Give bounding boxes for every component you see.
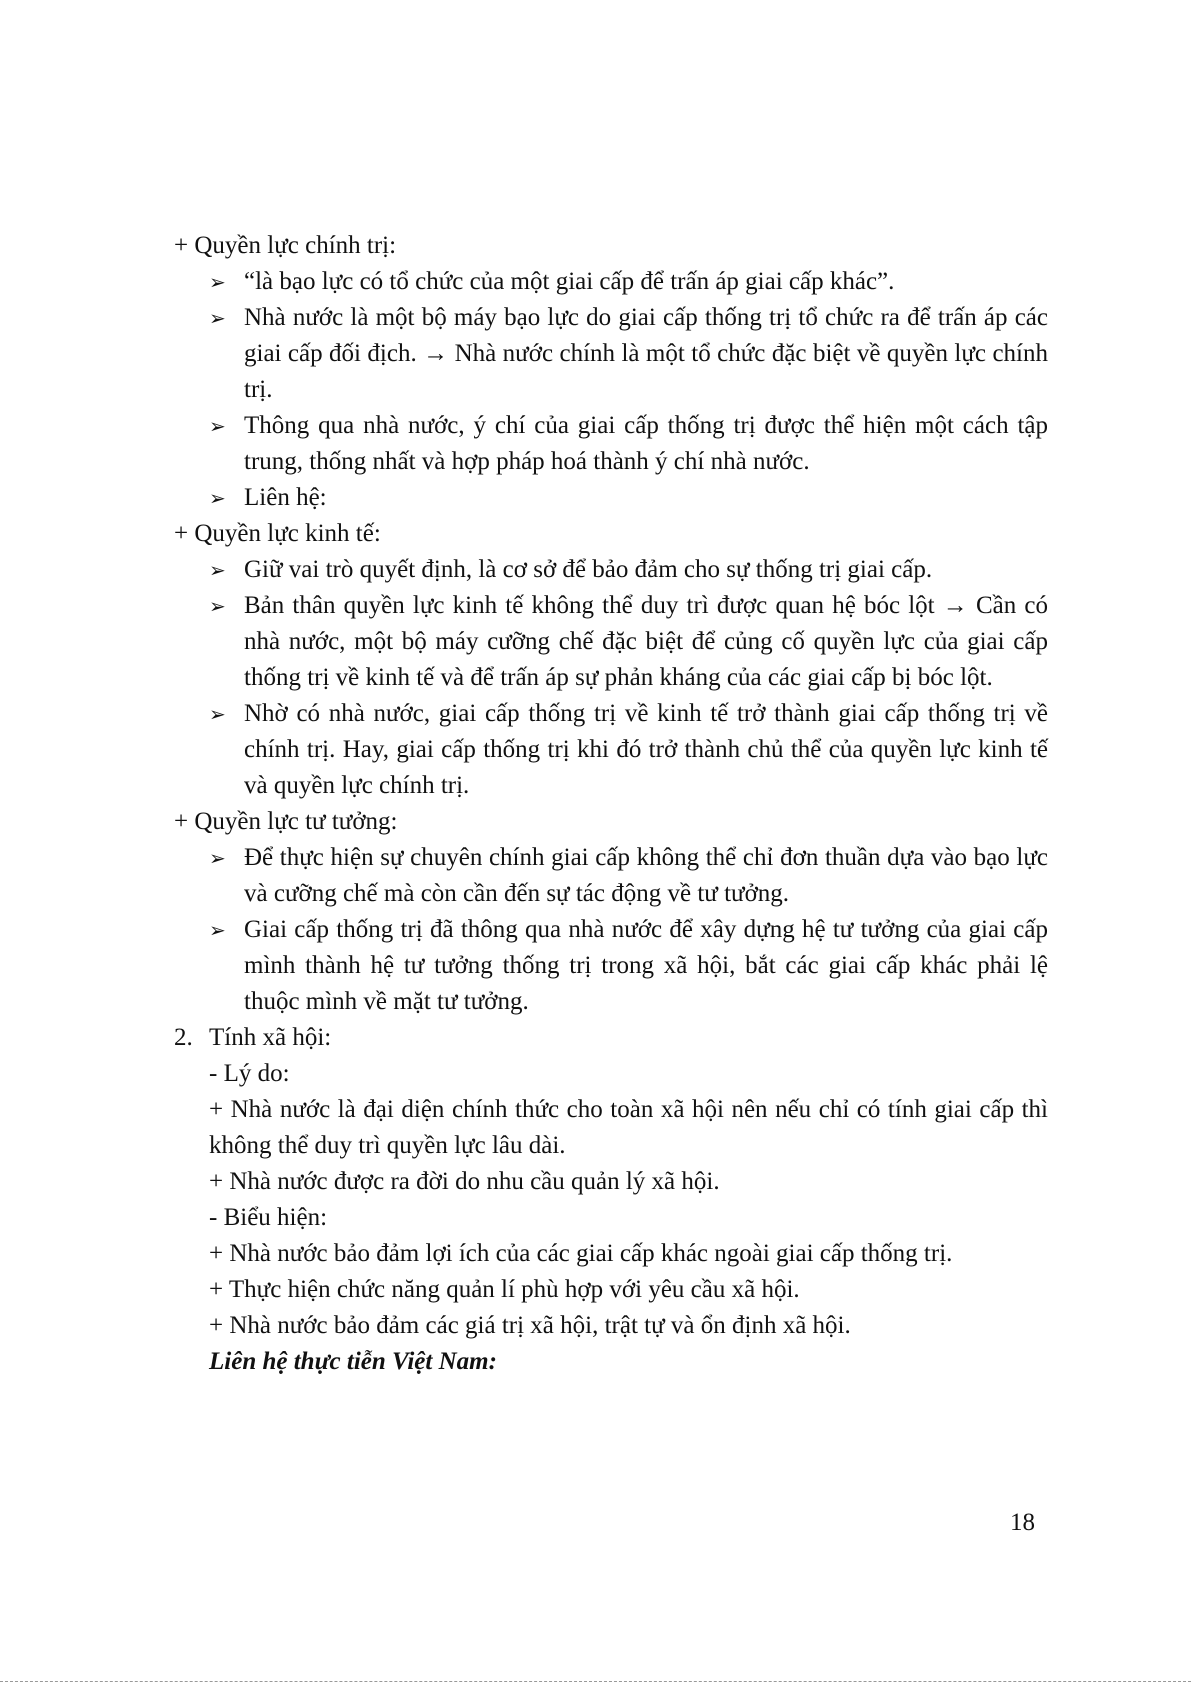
vietnam-link-heading: Liên hệ thực tiễn Việt Nam: (209, 1348, 497, 1375)
arrowhead-icon: ➢ (209, 918, 226, 942)
list-item: ➢ “là bạo lực có tổ chức của một giai cấp để trấn áp giai cấp khác”. (174, 264, 1048, 300)
list-item: ➢ Nhà nước là một bộ máy bạo lực do giai cấp thống trị tổ chức ra để trấn áp các giai cấp đối địch. → Nhà nước chính là một tổ chức đặc biệt về quyền lực chính trị. (174, 300, 1048, 408)
manifestation-item: + Nhà nước bảo đảm lợi ích của các giai cấp khác ngoài giai cấp thống trị. (209, 1240, 953, 1267)
page-bottom-divider (0, 1681, 1191, 1683)
list-item: ➢ Thông qua nhà nước, ý chí của giai cấp thống trị được thể hiện một cách tập trung, thống nhất và hợp pháp hoá thành ý chí nhà nước. (174, 408, 1048, 480)
arrowhead-icon: ➢ (209, 486, 226, 510)
list-item: ➢ Giai cấp thống trị đã thông qua nhà nước để xây dựng hệ tư tưởng của giai cấp mình thành hệ tư tưởng thống trị trong xã hội, bắt các giai cấp khác phải lệ thuộc mình về mặt tư tưởng. (174, 912, 1048, 1020)
page-number: 18 (1010, 1509, 1035, 1536)
arrowhead-icon: ➢ (209, 702, 226, 726)
list-item: ➢ Giữ vai trò quyết định, là cơ sở để bảo đảm cho sự thống trị giai cấp. (174, 552, 1048, 588)
list-item: ➢ Để thực hiện sự chuyên chính giai cấp không thể chỉ đơn thuần dựa vào bạo lực và cưỡng chế mà còn cần đến sự tác động về tư tưởng. (174, 840, 1048, 912)
ideological-power-heading: + Quyền lực tư tưởng: (174, 808, 398, 835)
economic-power-list (174, 552, 1048, 804)
arrowhead-icon: ➢ (209, 306, 226, 330)
reason-item: + Nhà nước là đại diện chính thức cho toàn xã hội nên nếu chỉ có tính giai cấp thì không thể duy trì quyền lực lâu dài. (209, 1096, 1048, 1159)
ideological-power-list (174, 840, 1048, 1020)
political-power-heading: + Quyền lực chính trị: (174, 232, 397, 259)
political-power-list (174, 264, 1048, 516)
arrowhead-icon: ➢ (209, 594, 226, 618)
manifestation-item: + Thực hiện chức năng quản lí phù hợp với yêu cầu xã hội. (209, 1276, 800, 1303)
arrowhead-icon: ➢ (209, 558, 226, 582)
reason-label: - Lý do: (209, 1060, 290, 1087)
arrowhead-icon: ➢ (209, 846, 226, 870)
social-nature-heading: 2. Tính xã hội: (174, 1020, 1048, 1056)
list-item: ➢ Nhờ có nhà nước, giai cấp thống trị về kinh tế trở thành giai cấp thống trị về chính trị. Hay, giai cấp thống trị khi đó trở thành chủ thể của quyền lực kinh tế và quyền lực chính trị. (174, 696, 1048, 804)
page-content (174, 228, 1048, 1380)
section-number: 2. (174, 1024, 193, 1051)
economic-power-heading: + Quyền lực kinh tế: (174, 520, 381, 547)
manifestation-label: - Biểu hiện: (209, 1204, 328, 1231)
arrowhead-icon: ➢ (209, 270, 226, 294)
arrowhead-icon: ➢ (209, 414, 226, 438)
reason-item: + Nhà nước được ra đời do nhu cầu quản lý xã hội. (209, 1168, 720, 1195)
list-item: ➢ Bản thân quyền lực kinh tế không thể duy trì được quan hệ bóc lột → Cần có nhà nước, một bộ máy cưỡng chế đặc biệt để củng cố quyền lực của giai cấp thống trị về kinh tế và để trấn áp sự phản kháng của các giai cấp bị bóc lột. (174, 588, 1048, 696)
list-item: ➢ Liên hệ: (174, 480, 1048, 516)
manifestation-item: + Nhà nước bảo đảm các giá trị xã hội, trật tự và ổn định xã hội. (209, 1312, 851, 1339)
